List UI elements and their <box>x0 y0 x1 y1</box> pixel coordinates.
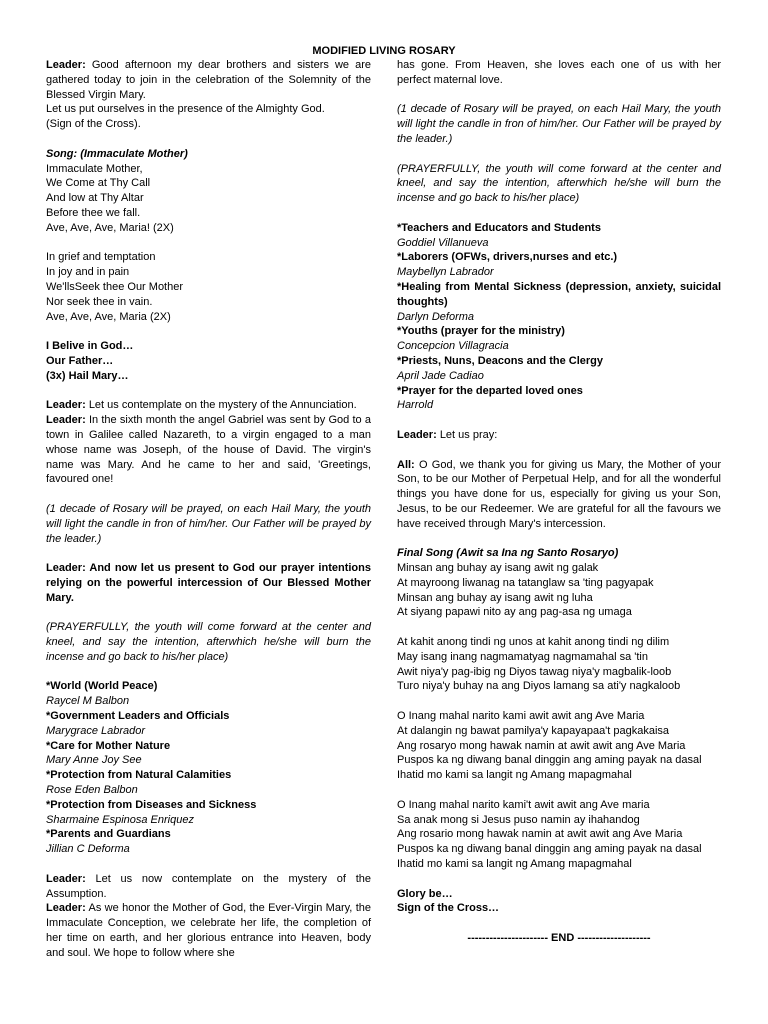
intention-title: *Care for Mother Nature <box>46 739 171 752</box>
prayer-line: Our Father… <box>46 354 114 367</box>
leader-label: Leader: <box>46 872 86 885</box>
song-line: Nor seek thee in vain. <box>46 295 153 308</box>
leader-label: Leader: <box>397 428 437 441</box>
song-line: Ave, Ave, Ave, Maria! (2X) <box>46 221 174 234</box>
song-line: Minsan ang buhay ay isang awit ng luha <box>397 591 593 604</box>
intention-name: Concepcion Villagracia <box>397 340 509 353</box>
end-marker: ---------------------- END -------------------- <box>467 932 651 945</box>
leader-label: Leader: <box>46 414 86 427</box>
intention-title: *Government Leaders and Officials <box>46 710 230 723</box>
intention-name: Maybellyn Labrador <box>397 266 494 279</box>
intention-name: Jillian C Deforma <box>46 843 130 856</box>
song-line: At mayroong liwanag na tatanglaw sa 'ting pagyapak <box>397 576 654 589</box>
assumption-text: Leader: As we honor the Mother of God, the Ever-Virgin Mary, the Immaculate Conception, we celebrate her life, the completion of her time on earth, and her glorious entrance into Heaven, body and soul. We hope to follow where she <box>46 902 371 959</box>
intention-title: *Protection from Natural Calamities <box>46 769 232 782</box>
final-song-verse-4 <box>397 798 721 872</box>
decade-note: (1 decade of Rosary will be prayed, on each Hail Mary, the youth will light the candle in fron of him/her. Our Father will be prayed by the leader.) <box>46 502 371 545</box>
annunciation-intro: Leader: Let us contemplate on the mystery of the Annunciation. <box>46 399 357 412</box>
intention-name: Rose Eden Balbon <box>46 784 138 797</box>
leader-label: Leader: <box>46 59 86 71</box>
decade-note: (1 decade of Rosary will be prayed, on each Hail Mary, the youth will light the candle in fron of him/her. Our Father will be prayed by the leader.) <box>397 103 721 145</box>
all-prayer: All: O God, we thank you for giving us Mary, the Mother of your Son, to be our Mother of Perpetual Help, and for all the wonderful things you have done for us, especially for giving us your Son, Jesus, to be our Redeemer. We are grateful for all the favours we have received through Mary's intercession. <box>397 458 721 530</box>
intention-name: Raycel M Balbon <box>46 695 130 708</box>
song-line: Puspos ka ng diwang banal dinggin ang aming payak na dasal <box>397 754 702 767</box>
song-line: May isang inang nagmamatyag nagmamahal sa 'tin <box>397 650 648 663</box>
song-line: Turo niya'y buhay na ang Diyos lamang sa ati'y nagkaloob <box>397 680 681 693</box>
song-line: At dalangin ng bawat pamilya'y kapayapaa't pagkakaisa <box>397 724 670 737</box>
leader-label: Leader: <box>46 902 86 915</box>
song-line: Ihatid mo kami sa langit ng Amang mapagmahal <box>397 858 632 871</box>
final-song-title: Final Song (Awit sa Ina ng Santo Rosaryo) <box>397 547 619 560</box>
song-line: Ang rosario mong hawak namin at awit awit ang Ave Maria <box>397 828 683 841</box>
song-line: Ihatid mo kami sa langit ng Amang mapagmahal <box>397 769 632 782</box>
intention-title: *Priests, Nuns, Deacons and the Clergy <box>397 354 604 367</box>
document-title: MODIFIED LIVING ROSARY <box>312 45 456 57</box>
song-verse-2 <box>46 250 371 324</box>
intention-name: Darlyn Deforma <box>397 310 475 323</box>
song-line: In joy and in pain <box>46 266 130 279</box>
intention-name: Harrold <box>397 399 434 412</box>
right-column <box>397 58 721 946</box>
intention-title: *World (World Peace) <box>46 680 158 693</box>
sign-of-cross-line: (Sign of the Cross). <box>46 118 141 131</box>
assumption-continued: has gone. From Heaven, she loves each one of us with her perfect maternal love. <box>397 59 721 86</box>
prayer-line: (3x) Hail Mary… <box>46 369 129 382</box>
song-line: Ave, Ave, Ave, Maria (2X) <box>46 310 171 323</box>
song-line: Minsan ang buhay ay isang awit ng galak <box>397 562 599 575</box>
song-line: At kahit anong tindi ng unos at kahit anong tindi ng dilim <box>397 636 670 649</box>
opening-prayers <box>46 339 371 383</box>
song-line: Sa anak mong si Jesus puso namin ay ihahandog <box>397 813 640 826</box>
prayer-line: I Belive in God… <box>46 340 134 353</box>
song-line: We'llsSeek thee Our Mother <box>46 280 184 293</box>
intention-name: April Jade Cadiao <box>397 369 484 382</box>
intention-title: *Laborers (OFWs, drivers,nurses and etc.) <box>397 251 618 264</box>
song-title: Song: (Immaculate Mother) <box>46 147 188 160</box>
intention-name: Marygrace Labrador <box>46 724 146 737</box>
intention-name: Goddiel Villanueva <box>397 236 489 249</box>
leader-pray-line: Leader: Let us pray: <box>397 428 498 441</box>
final-song-verse-3 <box>397 709 721 783</box>
song-line: We Come at Thy Call <box>46 177 151 190</box>
assumption-intro: Leader: Let us now contemplate on the mystery of the Assumption. <box>46 872 371 900</box>
song-line: Puspos ka ng diwang banal dinggin ang aming payak na dasal <box>397 843 702 856</box>
presence-line: Let us put ourselves in the presence of the Almighty God. <box>46 103 325 116</box>
intentions-intro: Leader: And now let us present to God our prayer intentions relying on the powerful intercession of Our Blessed Mother Mary. <box>46 562 371 604</box>
all-label: All: <box>397 458 415 471</box>
song-line: Ang rosaryo mong hawak namin at awit awit ang Ave Maria <box>397 739 686 752</box>
intentions-list <box>397 221 721 413</box>
closing-line: Glory be… <box>397 887 453 900</box>
song-line: And low at Thy Altar <box>46 192 144 205</box>
final-song-verse-2 <box>397 635 721 694</box>
intention-title: *Youths (prayer for the ministry) <box>397 325 565 338</box>
intention-title: *Healing from Mental Sickness (depression, anxiety, suicidal thoughts) <box>397 280 721 308</box>
intention-title: *Parents and Guardians <box>46 828 171 841</box>
song-line: O Inang mahal narito kami awit awit ang Ave Maria <box>397 710 645 723</box>
song-line: In grief and temptation <box>46 251 156 264</box>
left-column <box>46 58 371 961</box>
annunciation-text: Leader: In the sixth month the angel Gabriel was sent by God to a town in Galilee called Nazareth, to a virgin engaged to a man whose name was Joseph, of the house of David. The virgin's name was Mary. And he came to her and said, 'Greetings, favoured one! <box>46 414 371 486</box>
welcome-paragraph <box>46 58 371 102</box>
leader-label: Leader: <box>46 399 86 412</box>
intention-title: *Prayer for the departed loved ones <box>397 384 583 397</box>
song-line: At siyang papawi nito ay ang pag-asa ng umaga <box>397 606 632 619</box>
intentions-list <box>46 679 371 857</box>
intention-name: Mary Anne Joy See <box>46 754 142 767</box>
welcome-text: Good afternoon my dear brothers and sisters we are gathered today to join in the celebration of the Solemnity of the Blessed Virgin Mary. <box>46 59 372 101</box>
closing-line: Sign of the Cross… <box>397 902 500 915</box>
song-line: O Inang mahal narito kami't awit awit ang Ave maria <box>397 798 650 811</box>
prayerfully-note: (PRAYERFULLY, the youth will come forward at the center and kneel, and say the intention, afterwhich he/she will burn the incense and go back to his/her place) <box>397 162 721 205</box>
song-line: Awit niya'y pag-ibig ng Diyos tawag niya'y magbalik-loob <box>397 665 672 678</box>
prayerfully-note: (PRAYERFULLY, the youth will come forward at the center and kneel, and say the intention, afterwhich he/she will burn the incense and go back to his/her place) <box>46 621 371 663</box>
intention-name: Sharmaine Espinosa Enriquez <box>46 813 194 826</box>
intention-title: *Protection from Diseases and Sickness <box>46 798 257 811</box>
final-song-verse-1 <box>397 561 721 620</box>
intention-title: *Teachers and Educators and Students <box>397 221 601 234</box>
song-line: Immaculate Mother, <box>46 162 143 175</box>
closing-prayers <box>397 887 721 917</box>
song-verse-1 <box>46 162 371 236</box>
song-line: Before thee we fall. <box>46 206 141 219</box>
